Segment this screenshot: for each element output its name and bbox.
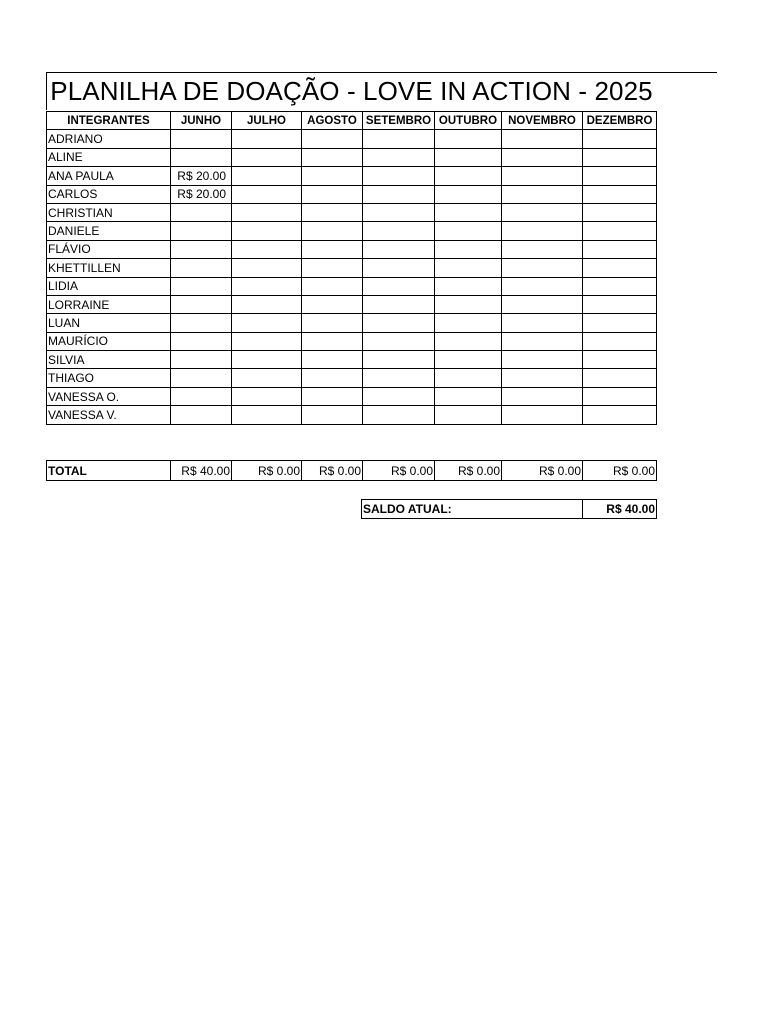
donation-cell-outubro[interactable] [435,222,502,240]
donation-cell-agosto[interactable] [302,240,363,258]
donation-cell-junho[interactable] [171,259,232,277]
donation-cell-dezembro[interactable] [583,185,657,203]
donation-cell-novembro[interactable] [502,240,583,258]
total-novembro[interactable]: R$ 0.00 [502,461,583,481]
member-name-cell[interactable]: LIDIA [47,277,171,295]
donation-cell-agosto[interactable] [302,130,363,148]
donation-cell-outubro[interactable] [435,351,502,369]
donation-cell-agosto[interactable] [302,148,363,166]
donation-cell-dezembro[interactable] [583,314,657,332]
donation-cell-agosto[interactable] [302,222,363,240]
donation-cell-julho[interactable] [232,130,302,148]
donation-cell-julho[interactable] [232,369,302,387]
header-row [47,112,657,130]
donation-cell-agosto[interactable] [302,387,363,405]
donation-cell-dezembro[interactable] [583,369,657,387]
donation-cell-julho[interactable] [232,185,302,203]
table-row [47,259,657,277]
donation-cell-junho[interactable] [171,369,232,387]
donation-cell-novembro[interactable] [502,259,583,277]
donation-cell-julho[interactable] [232,259,302,277]
donation-cell-setembro[interactable] [363,387,435,405]
donation-cell-agosto[interactable] [302,332,363,350]
donation-cell-agosto[interactable] [302,203,363,221]
member-name-cell[interactable]: LORRAINE [47,295,171,313]
donation-cell-dezembro[interactable] [583,351,657,369]
saldo-row [362,500,657,519]
total-setembro[interactable]: R$ 0.00 [363,461,435,481]
header-outubro: OUTUBRO [435,112,502,130]
donation-cell-outubro[interactable] [435,406,502,424]
table-row [47,369,657,387]
member-name-cell[interactable]: ALINE [47,148,171,166]
donation-cell-setembro[interactable] [363,240,435,258]
donation-cell-setembro[interactable] [363,148,435,166]
donation-cell-dezembro[interactable] [583,130,657,148]
donation-cell-junho[interactable] [171,406,232,424]
donation-cell-julho[interactable] [232,351,302,369]
donation-cell-junho[interactable] [171,222,232,240]
donation-cell-outubro[interactable] [435,148,502,166]
table-row [47,277,657,295]
table-row [47,185,657,203]
donation-cell-outubro[interactable] [435,167,502,185]
donation-table [46,111,657,425]
donation-cell-junho[interactable] [171,295,232,313]
member-name-cell[interactable]: DANIELE [47,222,171,240]
member-name-cell[interactable]: CARLOS [47,185,171,203]
donation-cell-agosto[interactable] [302,167,363,185]
member-name-cell[interactable]: FLÁVIO [47,240,171,258]
donation-cell-dezembro[interactable] [583,203,657,221]
table-row [47,167,657,185]
donation-cell-julho[interactable] [232,332,302,350]
donation-cell-junho[interactable] [171,387,232,405]
donation-cell-junho[interactable] [171,277,232,295]
total-agosto[interactable]: R$ 0.00 [302,461,363,481]
donation-cell-novembro[interactable] [502,406,583,424]
donation-cell-novembro[interactable] [502,148,583,166]
donation-cell-novembro[interactable] [502,295,583,313]
member-name-cell[interactable]: MAURÍCIO [47,332,171,350]
donation-cell-agosto[interactable] [302,277,363,295]
donation-cell-julho[interactable] [232,277,302,295]
donation-cell-junho[interactable]: R$ 20.00 [171,185,232,203]
donation-cell-julho[interactable] [232,222,302,240]
donation-cell-novembro[interactable] [502,314,583,332]
donation-cell-novembro[interactable] [502,351,583,369]
member-name-cell[interactable]: ADRIANO [47,130,171,148]
table-row [47,387,657,405]
table-row [47,295,657,313]
donation-cell-junho[interactable] [171,314,232,332]
donation-cell-agosto[interactable] [302,406,363,424]
donation-cell-novembro[interactable] [502,167,583,185]
donation-cell-outubro[interactable] [435,130,502,148]
donation-cell-agosto[interactable] [302,314,363,332]
header-dezembro: DEZEMBRO [583,112,657,130]
donation-cell-setembro[interactable] [363,185,435,203]
saldo-label: SALDO ATUAL: [362,500,583,519]
donation-cell-setembro[interactable] [363,277,435,295]
member-name-cell[interactable]: CHRISTIAN [47,203,171,221]
donation-cell-dezembro[interactable] [583,387,657,405]
donation-cell-outubro[interactable] [435,203,502,221]
donation-cell-novembro[interactable] [502,185,583,203]
member-name-cell[interactable]: THIAGO [47,369,171,387]
member-name-cell[interactable]: VANESSA O. [47,387,171,405]
donation-cell-julho[interactable] [232,295,302,313]
donation-cell-setembro[interactable] [363,369,435,387]
header-novembro: NOVEMBRO [502,112,583,130]
table-row [47,130,657,148]
donation-cell-outubro[interactable] [435,314,502,332]
donation-cell-agosto[interactable] [302,369,363,387]
table-row [47,240,657,258]
donation-cell-setembro[interactable] [363,332,435,350]
member-name-cell[interactable]: KHETTILLEN [47,259,171,277]
donation-cell-dezembro[interactable] [583,332,657,350]
donation-cell-junho[interactable] [171,148,232,166]
donation-cell-novembro[interactable] [502,369,583,387]
total-table [46,460,657,481]
table-row [47,351,657,369]
donation-cell-outubro[interactable] [435,185,502,203]
donation-cell-agosto[interactable] [302,259,363,277]
donation-cell-dezembro[interactable] [583,222,657,240]
donation-cell-setembro[interactable] [363,259,435,277]
donation-cell-setembro[interactable] [363,203,435,221]
donation-cell-novembro[interactable] [502,277,583,295]
donation-cell-agosto[interactable] [302,295,363,313]
total-label: TOTAL [47,461,171,481]
table-row [47,148,657,166]
donation-cell-setembro[interactable] [363,295,435,313]
donation-cell-dezembro[interactable] [583,240,657,258]
donation-cell-dezembro[interactable] [583,167,657,185]
donation-cell-dezembro[interactable] [583,277,657,295]
donation-cell-outubro[interactable] [435,295,502,313]
page-title: PLANILHA DE DOAÇÃO - LOVE IN ACTION - 2025 [46,72,656,110]
donation-cell-dezembro[interactable] [583,406,657,424]
table-row [47,406,657,424]
donation-cell-outubro[interactable] [435,277,502,295]
donation-cell-setembro[interactable] [363,222,435,240]
table-row [47,314,657,332]
header-setembro: SETEMBRO [363,112,435,130]
donation-cell-dezembro[interactable] [583,259,657,277]
donation-cell-agosto[interactable] [302,351,363,369]
member-name-cell[interactable]: ANA PAULA [47,167,171,185]
donation-cell-julho[interactable] [232,167,302,185]
donation-cell-junho[interactable] [171,351,232,369]
donation-cell-outubro[interactable] [435,369,502,387]
table-row [47,332,657,350]
total-outubro[interactable]: R$ 0.00 [435,461,502,481]
saldo-table [361,499,657,519]
donation-cell-outubro[interactable] [435,387,502,405]
total-row [47,461,657,481]
table-row [47,222,657,240]
donation-cell-julho[interactable] [232,406,302,424]
donation-cell-setembro[interactable] [363,351,435,369]
donation-cell-julho[interactable] [232,240,302,258]
donation-cell-outubro[interactable] [435,332,502,350]
total-dezembro[interactable]: R$ 0.00 [583,461,657,481]
donation-cell-setembro[interactable] [363,130,435,148]
table-row [47,203,657,221]
donation-cell-dezembro[interactable] [583,295,657,313]
donation-cell-novembro[interactable] [502,203,583,221]
header-julho: JULHO [232,112,302,130]
header-integrantes: INTEGRANTES [47,112,171,130]
donation-cell-novembro[interactable] [502,130,583,148]
donation-cell-dezembro[interactable] [583,148,657,166]
donation-cell-julho[interactable] [232,203,302,221]
member-name-cell[interactable]: VANESSA V. [47,406,171,424]
donation-cell-novembro[interactable] [502,387,583,405]
member-name-cell[interactable]: SILVIA [47,351,171,369]
donation-cell-novembro[interactable] [502,332,583,350]
donation-cell-julho[interactable] [232,148,302,166]
donation-cell-novembro[interactable] [502,222,583,240]
donation-cell-setembro[interactable] [363,406,435,424]
donation-cell-junho[interactable] [171,130,232,148]
member-name-cell[interactable]: LUAN [47,314,171,332]
saldo-value[interactable]: R$ 40.00 [583,500,657,519]
header-junho: JUNHO [171,112,232,130]
donation-cell-junho[interactable] [171,203,232,221]
donation-cell-outubro[interactable] [435,240,502,258]
donation-cell-julho[interactable] [232,314,302,332]
header-agosto: AGOSTO [302,112,363,130]
donation-cell-junho[interactable] [171,240,232,258]
total-julho[interactable]: R$ 0.00 [232,461,302,481]
donation-cell-julho[interactable] [232,387,302,405]
donation-cell-setembro[interactable] [363,167,435,185]
donation-cell-junho[interactable] [171,332,232,350]
donation-cell-setembro[interactable] [363,314,435,332]
donation-cell-junho[interactable]: R$ 20.00 [171,167,232,185]
donation-cell-agosto[interactable] [302,185,363,203]
total-junho[interactable]: R$ 40.00 [171,461,232,481]
donation-cell-outubro[interactable] [435,259,502,277]
